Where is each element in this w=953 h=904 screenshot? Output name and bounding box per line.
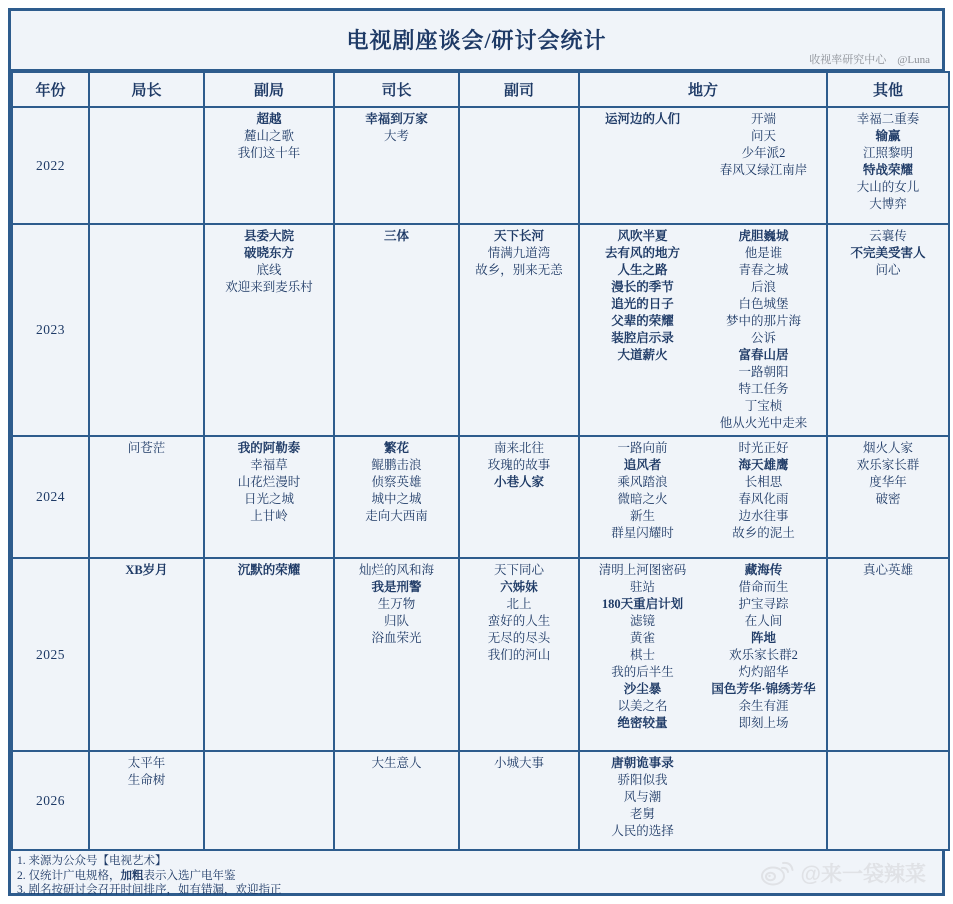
watermark-text: @来一袋辣菜 (800, 863, 926, 886)
drama-title: 清明上河图密码 (598, 563, 687, 577)
drama-title: 大考 (383, 129, 409, 143)
drama-title: 我们这十年 (237, 146, 301, 160)
cell-sizhang (334, 436, 459, 558)
col-header-juzhang: 局长 (89, 72, 204, 107)
difang-right-column (703, 440, 824, 542)
drama-title: 真心英雄 (862, 563, 913, 577)
drama-title: 追风者 (623, 458, 662, 472)
drama-title: 阵地 (750, 631, 776, 645)
drama-title: 情满九道湾 (487, 246, 551, 260)
drama-title: 风吹半夏 (617, 229, 668, 243)
difang-left-column (582, 562, 703, 732)
cell-fuju (204, 107, 334, 224)
drama-title: 我的阿勒泰 (237, 441, 301, 455)
drama-title: 山花烂漫时 (237, 475, 301, 489)
drama-title: 骄阳似我 (617, 773, 668, 787)
drama-title: 追光的日子 (611, 297, 674, 311)
difang-columns (582, 111, 824, 179)
drama-title: 丁宝桢 (744, 399, 783, 413)
col-header-qita: 其他 (827, 72, 949, 107)
drama-title: 装腔启示录 (611, 331, 674, 345)
cell-difang (579, 436, 827, 558)
cell-juzhang (89, 107, 204, 224)
footnote (17, 883, 936, 898)
footnote-segment: 3. 剧名按研讨会召开时间排序，如有错漏，欢迎指正 (17, 884, 282, 896)
drama-title: 县委大院 (243, 229, 294, 243)
drama-title: 生万物 (377, 597, 416, 611)
difang-left-column (582, 111, 703, 179)
drama-title: 南来北往 (493, 441, 544, 455)
drama-title: 欢乐家长群2 (729, 648, 798, 662)
drama-title: 江照黎明 (862, 146, 913, 160)
difang-columns (582, 562, 824, 732)
drama-title: 我们的河山 (487, 648, 551, 662)
drama-title: 上甘岭 (250, 509, 288, 523)
drama-title: 不完美受害人 (850, 246, 926, 260)
col-header-year: 年份 (12, 72, 89, 107)
cell-sizhang (334, 558, 459, 751)
footnote-segment: 2. 仅统计广电规格， (17, 869, 121, 882)
drama-title: 幸福草 (250, 458, 288, 472)
cell-difang (579, 107, 827, 224)
drama-title: 欢乐家长群 (856, 458, 920, 472)
drama-title: 人生之路 (617, 263, 668, 277)
drama-title: 棋士 (629, 648, 655, 662)
difang-columns (582, 228, 824, 432)
col-header-fuju: 副局 (204, 72, 334, 107)
drama-title: 天下长河 (493, 229, 544, 243)
drama-title: 绝密较量 (617, 716, 668, 730)
drama-title: 我是刑警 (371, 580, 422, 594)
drama-title: 他从火光中走来 (719, 416, 808, 430)
drama-title: 大道薪火 (617, 348, 668, 362)
drama-title: 问苍茫 (127, 441, 166, 455)
title-bar (11, 11, 942, 71)
drama-title: 时光正好 (738, 441, 789, 455)
drama-title: 小巷人家 (493, 475, 544, 489)
drama-title: 老舅 (629, 807, 655, 821)
drama-title: 滤镜 (629, 614, 655, 628)
footnote (17, 854, 936, 869)
drama-title: 一路朝阳 (738, 365, 789, 379)
drama-title: 走向大西南 (365, 509, 428, 523)
footnote (17, 869, 936, 884)
drama-title: 漫长的季节 (611, 280, 674, 294)
drama-title: 问心 (875, 263, 901, 277)
drama-title: 白色城堡 (738, 297, 789, 311)
drama-title: 玫瑰的故事 (487, 458, 551, 472)
cell-fusi (459, 751, 579, 850)
difang-left-column (582, 228, 703, 432)
cell-fuju (204, 751, 334, 850)
drama-title: 公诉 (750, 331, 776, 345)
year-cell: 2026 (12, 751, 89, 850)
drama-title: 他是谁 (744, 246, 783, 260)
drama-title: 余生有涯 (738, 699, 789, 713)
drama-title: 云襄传 (869, 229, 907, 243)
cell-fuju (204, 436, 334, 558)
cell-fusi (459, 107, 579, 224)
drama-title: 故乡，别来无恙 (475, 263, 563, 277)
drama-title: 灿烂的风和海 (358, 563, 434, 577)
difang-left-column (582, 440, 703, 542)
difang-columns (582, 755, 824, 840)
drama-title: 借命而生 (738, 580, 789, 594)
drama-title: 驻站 (629, 580, 655, 594)
drama-title: 开端 (750, 112, 776, 126)
statistics-sheet (8, 8, 945, 896)
drama-title: 欢迎来到麦乐村 (225, 280, 313, 294)
drama-title: 在人间 (744, 614, 783, 628)
drama-title: 一路向前 (617, 441, 668, 455)
drama-title: 破密 (875, 492, 901, 506)
drama-title: 春风又绿江南岸 (719, 163, 808, 177)
cell-juzhang (89, 224, 204, 436)
drama-title: 沉默的荣耀 (237, 563, 301, 577)
drama-title: 小城大事 (493, 756, 544, 770)
drama-title: 春风化雨 (738, 492, 789, 506)
cell-difang (579, 751, 827, 850)
year-row-2023 (12, 224, 949, 436)
credit-line: 收视率研究中心 @Luna (809, 54, 930, 66)
drama-title: 输赢 (875, 129, 901, 143)
year-cell: 2025 (12, 558, 89, 751)
drama-title: 天下同心 (493, 563, 544, 577)
drama-title: 边水往事 (738, 509, 789, 523)
cell-sizhang (334, 224, 459, 436)
col-header-fusi: 副司 (459, 72, 579, 107)
difang-right-column (703, 755, 824, 840)
drama-title: 虎胆巍城 (738, 229, 789, 243)
drama-title: 人民的选择 (611, 824, 674, 838)
drama-title: 超越 (256, 112, 282, 126)
drama-title: 烟火人家 (862, 441, 913, 455)
drama-title: 归队 (383, 614, 409, 628)
drama-title: 幸福二重奏 (856, 112, 920, 126)
difang-right-column (703, 228, 824, 432)
drama-title: 底线 (256, 263, 282, 277)
drama-title: 城中之城 (371, 492, 422, 506)
drama-title: 三体 (383, 229, 409, 243)
drama-title: 侦察英雄 (371, 475, 422, 489)
drama-title: 长相思 (744, 475, 783, 489)
drama-title: 问天 (750, 129, 776, 143)
drama-title: 大山的女儿 (856, 180, 920, 194)
page-title: 电视剧座谈会/研讨会统计 (346, 28, 607, 53)
drama-title: 蛮好的人生 (487, 614, 551, 628)
year-cell: 2023 (12, 224, 89, 436)
drama-title: 大生意人 (371, 756, 422, 770)
cell-qita (827, 224, 949, 436)
cell-difang (579, 558, 827, 751)
cell-juzhang (89, 751, 204, 850)
drama-title: 大博弈 (869, 197, 907, 211)
drama-title: 乘风踏浪 (617, 475, 668, 489)
drama-title: 藏海传 (744, 563, 783, 577)
difang-right-column (703, 562, 824, 732)
difang-left-column (582, 755, 703, 840)
col-header-sizhang: 司长 (334, 72, 459, 107)
footnote-segment: 表示入选广电年鉴 (143, 869, 236, 882)
drama-title: 180天重启计划 (601, 597, 684, 611)
drama-title: 以美之名 (617, 699, 668, 713)
footnotes (11, 851, 942, 898)
header-row (12, 72, 949, 107)
drama-title: 青春之城 (738, 263, 789, 277)
drama-title: 破晓东方 (243, 246, 294, 260)
drama-title: 海天雄鹰 (738, 458, 789, 472)
cell-fusi (459, 224, 579, 436)
footnote-segment: 1. 来源为公众号【电视艺术】 (17, 855, 167, 867)
drama-title: 度华年 (869, 475, 907, 489)
drama-title: 运河边的人们 (604, 112, 680, 126)
drama-title: 护宝寻踪 (738, 597, 789, 611)
cell-fuju (204, 558, 334, 751)
drama-title: 繁花 (383, 441, 409, 455)
cell-juzhang (89, 436, 204, 558)
drama-title: 鲲鹏击浪 (371, 458, 422, 472)
drama-title: 父辈的荣耀 (611, 314, 674, 328)
drama-title: 特战荣耀 (862, 163, 913, 177)
drama-title: 麓山之歌 (243, 129, 294, 143)
drama-title: 后浪 (750, 280, 776, 294)
drama-title: 无尽的尽头 (487, 631, 551, 645)
drama-title: 故乡的泥土 (732, 526, 795, 540)
drama-title: 群星闪耀时 (611, 526, 674, 540)
drama-title: 微暗之火 (617, 492, 668, 506)
drama-title: 我的后半生 (611, 665, 674, 679)
drama-title: 风与潮 (623, 790, 662, 804)
cell-fusi (459, 558, 579, 751)
year-row-2022 (12, 107, 949, 224)
drama-title: 去有风的地方 (604, 246, 680, 260)
drama-title: XB岁月 (125, 563, 168, 577)
drama-title: 北上 (506, 597, 532, 611)
year-cell: 2024 (12, 436, 89, 558)
drama-title: 新生 (629, 509, 655, 523)
drama-title: 特工任务 (738, 382, 789, 396)
drama-title: 富春山居 (738, 348, 789, 362)
drama-title: 即刻上场 (738, 716, 789, 730)
drama-title: 梦中的那片海 (725, 314, 801, 328)
drama-title: 唐朝诡事录 (611, 756, 674, 770)
drama-title: 沙尘暴 (623, 682, 662, 696)
seminar-table (11, 71, 950, 851)
drama-title: 日光之城 (243, 492, 294, 506)
year-cell: 2022 (12, 107, 89, 224)
difang-columns (582, 440, 824, 542)
footnote-segment: 加粗 (120, 869, 144, 882)
drama-title: 六姊妹 (500, 580, 538, 594)
drama-title: 太平年 (127, 756, 166, 770)
drama-title: 灼灼韶华 (738, 665, 789, 679)
drama-title: 黄雀 (629, 631, 655, 645)
cell-sizhang (334, 751, 459, 850)
year-row-2026 (12, 751, 949, 850)
cell-qita (827, 107, 949, 224)
drama-title: 生命树 (127, 773, 166, 787)
cell-fuju (204, 224, 334, 436)
cell-difang (579, 224, 827, 436)
col-header-difang: 地方 (579, 72, 827, 107)
drama-title: 浴血荣光 (371, 631, 422, 645)
cell-juzhang (89, 558, 204, 751)
drama-title: 少年派2 (741, 146, 786, 160)
cell-qita (827, 558, 949, 751)
cell-fusi (459, 436, 579, 558)
year-row-2025 (12, 558, 949, 751)
cell-qita (827, 436, 949, 558)
year-row-2024 (12, 436, 949, 558)
cell-sizhang (334, 107, 459, 224)
cell-qita (827, 751, 949, 850)
difang-right-column (703, 111, 824, 179)
drama-title: 幸福到万家 (365, 112, 428, 126)
drama-title: 国色芳华·锦绣芳华 (711, 682, 816, 696)
